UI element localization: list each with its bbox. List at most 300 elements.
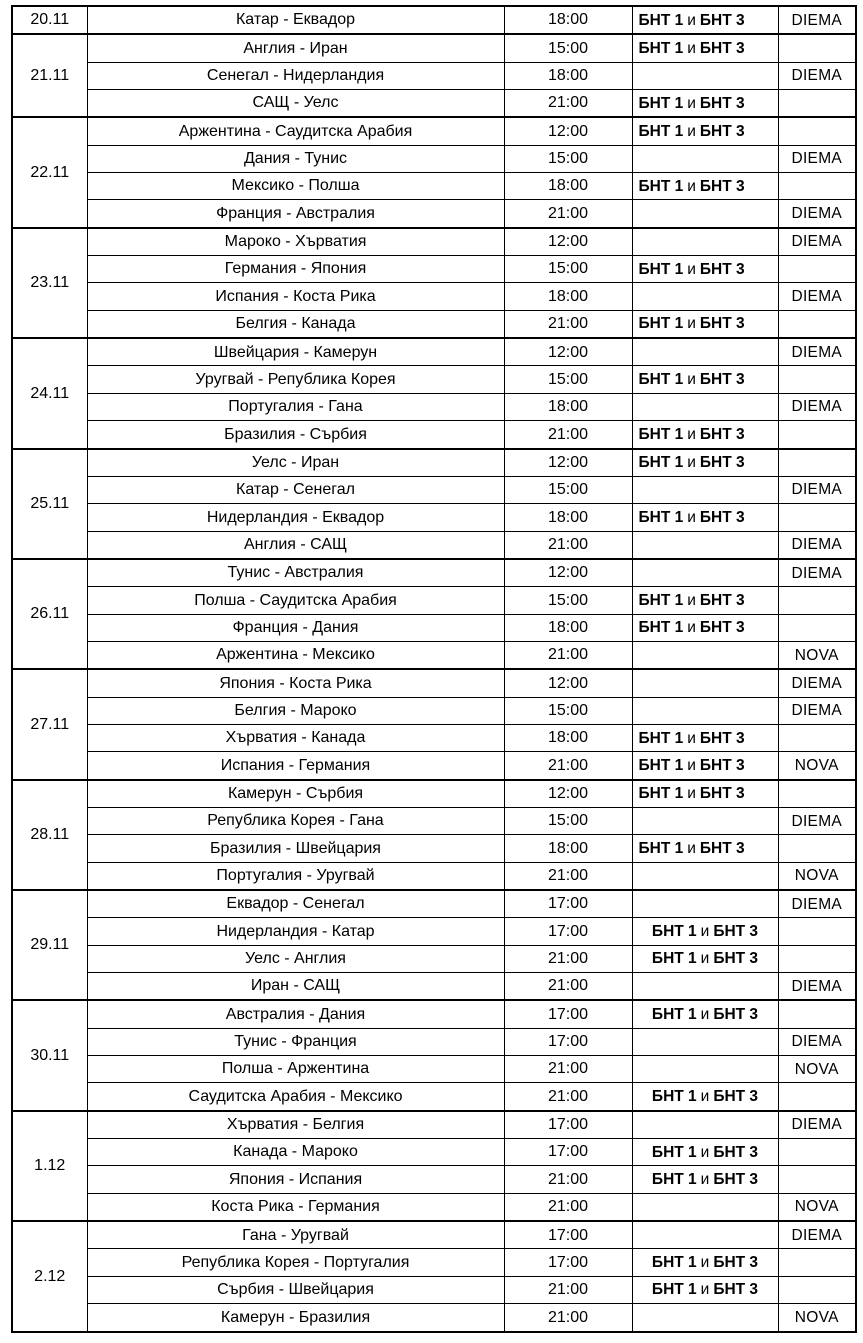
- match-cell: Република Корея - Гана: [87, 807, 504, 834]
- channel-cell: [778, 918, 856, 945]
- bnt-1-label: БНТ 1: [638, 729, 684, 747]
- bnt-1-label: БНТ 1: [638, 123, 684, 141]
- bnt-3-label: БНТ 3: [699, 315, 745, 333]
- bnt-channels-cell: [632, 641, 778, 669]
- bnt-channels-cell: [632, 669, 778, 697]
- channel-cell: DIEMA: [778, 283, 856, 310]
- match-cell: Англия - САЩ: [87, 531, 504, 559]
- bnt-channels-cell: [632, 531, 778, 559]
- match-cell: Уругвай - Република Корея: [87, 366, 504, 393]
- channel-cell: DIEMA: [778, 890, 856, 918]
- time-cell: 21:00: [504, 1193, 632, 1221]
- match-cell: Гана - Уругвай: [87, 1221, 504, 1249]
- tv-schedule-table: [11, 5, 857, 1333]
- schedule-row: [12, 173, 856, 200]
- schedule-row: [12, 780, 856, 808]
- schedule-row: [12, 587, 856, 614]
- match-cell: Камерун - Сърбия: [87, 780, 504, 808]
- schedule-row: [12, 338, 856, 366]
- channel-cell: [778, 614, 856, 641]
- match-cell: Уелс - Англия: [87, 945, 504, 972]
- time-cell: 21:00: [504, 973, 632, 1001]
- bnt-3-label: БНТ 3: [699, 508, 745, 526]
- time-cell: 17:00: [504, 890, 632, 918]
- date-cell: 27.11: [12, 669, 87, 779]
- time-cell: 15:00: [504, 807, 632, 834]
- bnt-3-label: БНТ 3: [699, 260, 745, 278]
- bnt-3-label: БНТ 3: [713, 1254, 759, 1272]
- and-separator: и: [687, 371, 696, 389]
- schedule-row: [12, 34, 856, 62]
- bnt-1-label: БНТ 1: [638, 591, 684, 609]
- time-cell: 18:00: [504, 173, 632, 200]
- time-cell: 21:00: [504, 1166, 632, 1193]
- bnt-1-label: БНТ 1: [638, 94, 684, 112]
- time-cell: 15:00: [504, 256, 632, 283]
- schedule-row: [12, 890, 856, 918]
- schedule-row: [12, 1276, 856, 1303]
- channel-cell: DIEMA: [778, 228, 856, 256]
- and-separator: и: [687, 508, 696, 526]
- bnt-1-label: БНТ 1: [651, 1254, 697, 1272]
- channel-cell: [778, 780, 856, 808]
- channel-cell: NOVA: [778, 862, 856, 890]
- bnt-1-label: БНТ 1: [651, 1171, 697, 1189]
- match-cell: Аржентина - Мексико: [87, 641, 504, 669]
- bnt-channels-cell: [632, 173, 778, 200]
- match-cell: САЩ - Уелс: [87, 90, 504, 118]
- date-cell: 20.11: [12, 6, 87, 34]
- bnt-channels-cell: [632, 1139, 778, 1166]
- match-cell: Тунис - Австралия: [87, 559, 504, 587]
- channel-cell: [778, 945, 856, 972]
- bnt-channels-cell: [632, 1304, 778, 1332]
- bnt-channels-cell: [632, 890, 778, 918]
- schedule-row: [12, 641, 856, 669]
- bnt-1-label: БНТ 1: [638, 454, 684, 472]
- match-cell: Хърватия - Белгия: [87, 1111, 504, 1139]
- match-cell: Камерун - Бразилия: [87, 1304, 504, 1332]
- schedule-row: [12, 393, 856, 420]
- bnt-channels-cell: [632, 1166, 778, 1193]
- schedule-row: [12, 1249, 856, 1276]
- channel-cell: [778, 835, 856, 862]
- bnt-1-label: БНТ 1: [638, 371, 684, 389]
- bnt-channels-cell: [632, 145, 778, 172]
- match-cell: Дания - Тунис: [87, 145, 504, 172]
- bnt-channels-cell: [632, 862, 778, 890]
- schedule-row: [12, 421, 856, 449]
- time-cell: 21:00: [504, 1276, 632, 1303]
- bnt-1-label: БНТ 1: [638, 260, 684, 278]
- bnt-3-label: БНТ 3: [699, 39, 745, 57]
- bnt-channels-cell: [632, 918, 778, 945]
- time-cell: 12:00: [504, 117, 632, 145]
- time-cell: 21:00: [504, 90, 632, 118]
- time-cell: 21:00: [504, 310, 632, 338]
- bnt-3-label: БНТ 3: [713, 1171, 759, 1189]
- time-cell: 18:00: [504, 6, 632, 34]
- match-cell: Катар - Сенегал: [87, 476, 504, 503]
- channel-cell: [778, 449, 856, 477]
- channel-cell: [778, 504, 856, 531]
- date-cell: 30.11: [12, 1000, 87, 1110]
- match-cell: Япония - Коста Рика: [87, 669, 504, 697]
- time-cell: 21:00: [504, 200, 632, 228]
- bnt-1-label: БНТ 1: [651, 1143, 697, 1161]
- match-cell: Република Корея - Португалия: [87, 1249, 504, 1276]
- match-cell: Германия - Япония: [87, 256, 504, 283]
- channel-cell: NOVA: [778, 1193, 856, 1221]
- schedule-row: [12, 1000, 856, 1028]
- time-cell: 17:00: [504, 1139, 632, 1166]
- bnt-channels-cell: [632, 1249, 778, 1276]
- bnt-3-label: БНТ 3: [699, 756, 745, 774]
- time-cell: 12:00: [504, 228, 632, 256]
- and-separator: и: [700, 950, 710, 968]
- bnt-channels-cell: [632, 338, 778, 366]
- and-separator: и: [700, 1006, 710, 1024]
- and-separator: и: [687, 315, 696, 333]
- bnt-1-label: БНТ 1: [638, 839, 684, 857]
- bnt-3-label: БНТ 3: [699, 839, 745, 857]
- channel-cell: DIEMA: [778, 200, 856, 228]
- time-cell: 15:00: [504, 34, 632, 62]
- and-separator: и: [687, 619, 696, 637]
- time-cell: 21:00: [504, 1056, 632, 1083]
- and-separator: и: [687, 729, 696, 747]
- time-cell: 18:00: [504, 283, 632, 310]
- and-separator: и: [687, 39, 696, 57]
- match-cell: Аржентина - Саудитска Арабия: [87, 117, 504, 145]
- match-cell: Япония - Испания: [87, 1166, 504, 1193]
- bnt-channels-cell: [632, 310, 778, 338]
- bnt-3-label: БНТ 3: [699, 729, 745, 747]
- match-cell: Мароко - Хърватия: [87, 228, 504, 256]
- match-cell: Уелс - Иран: [87, 449, 504, 477]
- bnt-1-label: БНТ 1: [651, 1006, 697, 1024]
- schedule-row: [12, 449, 856, 477]
- bnt-3-label: БНТ 3: [699, 123, 745, 141]
- and-separator: и: [700, 1171, 710, 1189]
- bnt-channels-cell: [632, 1028, 778, 1055]
- time-cell: 15:00: [504, 587, 632, 614]
- bnt-channels-cell: [632, 62, 778, 89]
- match-cell: Испания - Коста Рика: [87, 283, 504, 310]
- bnt-channels-cell: [632, 366, 778, 393]
- time-cell: 21:00: [504, 945, 632, 972]
- channel-cell: DIEMA: [778, 6, 856, 34]
- schedule-row: [12, 973, 856, 1001]
- time-cell: 21:00: [504, 531, 632, 559]
- time-cell: 12:00: [504, 449, 632, 477]
- time-cell: 18:00: [504, 614, 632, 641]
- bnt-3-label: БНТ 3: [699, 371, 745, 389]
- match-cell: Мексико - Полша: [87, 173, 504, 200]
- schedule-row: [12, 1083, 856, 1111]
- match-cell: Нидерландия - Катар: [87, 918, 504, 945]
- channel-cell: DIEMA: [778, 669, 856, 697]
- schedule-row: [12, 90, 856, 118]
- match-cell: Канада - Мароко: [87, 1139, 504, 1166]
- time-cell: 17:00: [504, 1221, 632, 1249]
- bnt-channels-cell: [632, 1193, 778, 1221]
- bnt-3-label: БНТ 3: [699, 425, 745, 443]
- date-cell: 23.11: [12, 228, 87, 338]
- bnt-channels-cell: [632, 835, 778, 862]
- bnt-channels-cell: [632, 559, 778, 587]
- match-cell: Швейцария - Камерун: [87, 338, 504, 366]
- time-cell: 21:00: [504, 1304, 632, 1332]
- channel-cell: DIEMA: [778, 807, 856, 834]
- channel-cell: DIEMA: [778, 1111, 856, 1139]
- time-cell: 21:00: [504, 421, 632, 449]
- schedule-row: [12, 200, 856, 228]
- schedule-row: [12, 697, 856, 724]
- schedule-row: [12, 310, 856, 338]
- channel-cell: [778, 587, 856, 614]
- schedule-row: [12, 504, 856, 531]
- time-cell: 15:00: [504, 366, 632, 393]
- channel-cell: [778, 310, 856, 338]
- time-cell: 21:00: [504, 862, 632, 890]
- schedule-row: [12, 918, 856, 945]
- date-cell: 25.11: [12, 449, 87, 559]
- and-separator: и: [687, 591, 696, 609]
- channel-cell: [778, 34, 856, 62]
- schedule-row: [12, 945, 856, 972]
- schedule-row: [12, 476, 856, 503]
- channel-cell: NOVA: [778, 752, 856, 780]
- bnt-channels-cell: [632, 1276, 778, 1303]
- time-cell: 17:00: [504, 1000, 632, 1028]
- date-cell: 2.12: [12, 1221, 87, 1331]
- match-cell: Бразилия - Сърбия: [87, 421, 504, 449]
- channel-cell: NOVA: [778, 1056, 856, 1083]
- bnt-3-label: БНТ 3: [699, 454, 745, 472]
- match-cell: Испания - Германия: [87, 752, 504, 780]
- bnt-1-label: БНТ 1: [651, 950, 697, 968]
- time-cell: 15:00: [504, 476, 632, 503]
- bnt-channels-cell: [632, 476, 778, 503]
- time-cell: 21:00: [504, 1083, 632, 1111]
- channel-cell: DIEMA: [778, 62, 856, 89]
- bnt-channels-cell: [632, 393, 778, 420]
- channel-cell: DIEMA: [778, 973, 856, 1001]
- match-cell: Франция - Дания: [87, 614, 504, 641]
- channel-cell: [778, 173, 856, 200]
- time-cell: 15:00: [504, 145, 632, 172]
- time-cell: 18:00: [504, 393, 632, 420]
- channel-cell: [778, 117, 856, 145]
- bnt-3-label: БНТ 3: [713, 1281, 759, 1299]
- schedule-row: [12, 835, 856, 862]
- channel-cell: [778, 421, 856, 449]
- schedule-row: [12, 559, 856, 587]
- date-cell: 26.11: [12, 559, 87, 669]
- match-cell: Еквадор - Сенегал: [87, 890, 504, 918]
- and-separator: и: [687, 756, 696, 774]
- schedule-row: [12, 1221, 856, 1249]
- time-cell: 17:00: [504, 1111, 632, 1139]
- time-cell: 17:00: [504, 918, 632, 945]
- schedule-row: [12, 1193, 856, 1221]
- schedule-row: [12, 283, 856, 310]
- time-cell: 18:00: [504, 835, 632, 862]
- bnt-channels-cell: [632, 752, 778, 780]
- bnt-channels-cell: [632, 1083, 778, 1111]
- channel-cell: [778, 1276, 856, 1303]
- match-cell: Тунис - Франция: [87, 1028, 504, 1055]
- bnt-channels-cell: [632, 256, 778, 283]
- bnt-3-label: БНТ 3: [713, 1143, 759, 1161]
- bnt-3-label: БНТ 3: [713, 1088, 759, 1106]
- and-separator: и: [687, 454, 696, 472]
- schedule-row: [12, 145, 856, 172]
- match-cell: Хърватия - Канада: [87, 724, 504, 751]
- and-separator: и: [700, 1143, 710, 1161]
- match-cell: Австралия - Дания: [87, 1000, 504, 1028]
- bnt-3-label: БНТ 3: [713, 950, 759, 968]
- date-cell: 22.11: [12, 117, 87, 227]
- bnt-1-label: БНТ 1: [638, 315, 684, 333]
- bnt-3-label: БНТ 3: [699, 591, 745, 609]
- schedule-body: [12, 6, 856, 1332]
- channel-cell: [778, 256, 856, 283]
- match-cell: Бразилия - Швейцария: [87, 835, 504, 862]
- bnt-1-label: БНТ 1: [638, 11, 684, 29]
- match-cell: Полша - Аржентина: [87, 1056, 504, 1083]
- channel-cell: [778, 724, 856, 751]
- bnt-channels-cell: [632, 973, 778, 1001]
- bnt-3-label: БНТ 3: [713, 922, 759, 940]
- time-cell: 21:00: [504, 641, 632, 669]
- bnt-3-label: БНТ 3: [699, 619, 745, 637]
- match-cell: Саудитска Арабия - Мексико: [87, 1083, 504, 1111]
- bnt-3-label: БНТ 3: [699, 785, 745, 803]
- time-cell: 12:00: [504, 338, 632, 366]
- match-cell: Белгия - Канада: [87, 310, 504, 338]
- schedule-row: [12, 752, 856, 780]
- and-separator: и: [687, 177, 696, 195]
- bnt-1-label: БНТ 1: [638, 425, 684, 443]
- schedule-row: [12, 724, 856, 751]
- bnt-1-label: БНТ 1: [638, 508, 684, 526]
- channel-cell: [778, 1166, 856, 1193]
- bnt-1-label: БНТ 1: [651, 1088, 697, 1106]
- time-cell: 17:00: [504, 1249, 632, 1276]
- and-separator: и: [687, 260, 696, 278]
- time-cell: 12:00: [504, 559, 632, 587]
- channel-cell: DIEMA: [778, 393, 856, 420]
- time-cell: 17:00: [504, 1028, 632, 1055]
- schedule-row: [12, 807, 856, 834]
- bnt-3-label: БНТ 3: [699, 177, 745, 195]
- schedule-row: [12, 62, 856, 89]
- channel-cell: [778, 1083, 856, 1111]
- bnt-channels-cell: [632, 34, 778, 62]
- channel-cell: DIEMA: [778, 697, 856, 724]
- schedule-row: [12, 614, 856, 641]
- bnt-3-label: БНТ 3: [713, 1006, 759, 1024]
- date-cell: 28.11: [12, 780, 87, 890]
- channel-cell: DIEMA: [778, 531, 856, 559]
- channel-cell: [778, 366, 856, 393]
- and-separator: и: [687, 839, 696, 857]
- channel-cell: DIEMA: [778, 559, 856, 587]
- bnt-channels-cell: [632, 1056, 778, 1083]
- and-separator: и: [700, 1281, 710, 1299]
- bnt-channels-cell: [632, 90, 778, 118]
- match-cell: Белгия - Мароко: [87, 697, 504, 724]
- match-cell: Коста Рика - Германия: [87, 1193, 504, 1221]
- bnt-channels-cell: [632, 697, 778, 724]
- and-separator: и: [687, 123, 696, 141]
- schedule-row: [12, 1166, 856, 1193]
- bnt-channels-cell: [632, 1221, 778, 1249]
- bnt-channels-cell: [632, 421, 778, 449]
- and-separator: и: [687, 94, 696, 112]
- schedule-row: [12, 117, 856, 145]
- bnt-channels-cell: [632, 117, 778, 145]
- schedule-row: [12, 862, 856, 890]
- channel-cell: DIEMA: [778, 338, 856, 366]
- bnt-3-label: БНТ 3: [699, 11, 745, 29]
- bnt-channels-cell: [632, 807, 778, 834]
- time-cell: 18:00: [504, 724, 632, 751]
- time-cell: 12:00: [504, 780, 632, 808]
- match-cell: Англия - Иран: [87, 34, 504, 62]
- schedule-row: [12, 1111, 856, 1139]
- channel-cell: [778, 1249, 856, 1276]
- channel-cell: DIEMA: [778, 1028, 856, 1055]
- bnt-channels-cell: [632, 724, 778, 751]
- bnt-channels-cell: [632, 1000, 778, 1028]
- bnt-1-label: БНТ 1: [638, 785, 684, 803]
- and-separator: и: [700, 922, 710, 940]
- date-cell: 1.12: [12, 1111, 87, 1221]
- schedule-row: [12, 256, 856, 283]
- bnt-channels-cell: [632, 200, 778, 228]
- match-cell: Нидерландия - Еквадор: [87, 504, 504, 531]
- bnt-1-label: БНТ 1: [638, 177, 684, 195]
- bnt-channels-cell: [632, 504, 778, 531]
- schedule-row: [12, 1028, 856, 1055]
- bnt-channels-cell: [632, 1111, 778, 1139]
- time-cell: 18:00: [504, 62, 632, 89]
- and-separator: и: [687, 785, 696, 803]
- bnt-channels-cell: [632, 945, 778, 972]
- channel-cell: NOVA: [778, 641, 856, 669]
- schedule-row: [12, 228, 856, 256]
- date-cell: 24.11: [12, 338, 87, 448]
- bnt-channels-cell: [632, 614, 778, 641]
- channel-cell: DIEMA: [778, 476, 856, 503]
- date-cell: 29.11: [12, 890, 87, 1000]
- channel-cell: [778, 1000, 856, 1028]
- bnt-channels-cell: [632, 228, 778, 256]
- match-cell: Полша - Саудитска Арабия: [87, 587, 504, 614]
- bnt-1-label: БНТ 1: [638, 39, 684, 57]
- match-cell: Португалия - Гана: [87, 393, 504, 420]
- bnt-channels-cell: [632, 6, 778, 34]
- date-cell: 21.11: [12, 34, 87, 117]
- bnt-1-label: БНТ 1: [651, 1281, 697, 1299]
- schedule-row: [12, 6, 856, 34]
- and-separator: и: [687, 425, 696, 443]
- schedule-row: [12, 1304, 856, 1332]
- and-separator: и: [700, 1088, 710, 1106]
